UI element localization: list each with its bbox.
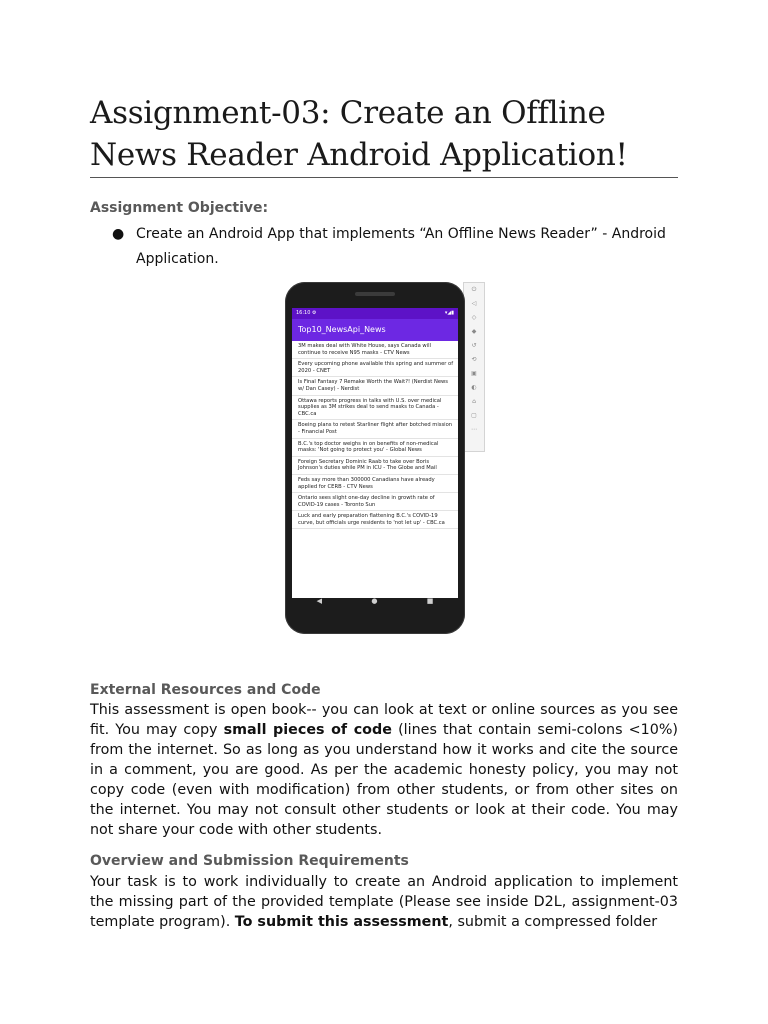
document-title: Assignment-03: Create an Offline News Reader Android Application! [90,95,628,173]
phone-speaker [355,292,395,296]
overview-icon: ▢ [471,412,477,419]
screenshot-icon: ▣ [471,370,477,377]
app-title-bar: Top10_NewsApi_News [292,319,458,341]
rotate-right-icon: ◆ [471,328,477,335]
external-resources-heading: External Resources and Code [90,682,321,698]
news-list-item: Is Final Fantasy 7 Remake Worth the Wait?! (Nerdist News w/ Dan Casey) - Nerdist [292,377,458,395]
undo-icon: ⟲ [471,356,477,363]
objective-bullet [112,222,672,272]
rotate-left-icon: ◇ [471,314,477,321]
objective-bullet-text: Create an Android App that implements “An Offline News Reader” - Android Application. [136,226,666,267]
news-list-item: Boeing plans to retest Starliner flight after botched mission - Financial Post [292,420,458,438]
phone-nav-bar [292,592,458,610]
phone-status-bar [292,308,458,319]
news-list-item: Luck and early preparation flattening B.C.'s COVID-19 curve, but officials urge residents to 'not let up' - CBC.ca [292,511,458,529]
news-list-item: B.C.'s top doctor weighs in on benefits of non-medical masks: 'Not going to protect you' - Global News [292,439,458,457]
refresh-icon: ↺ [471,342,477,349]
paragraph-text: , submit a compressed folder [448,914,658,930]
home-icon: ⌂ [472,398,476,405]
objective-heading: Assignment Objective: [90,200,269,216]
phone-screen [292,308,458,598]
news-list-item: Foreign Secretary Dominic Raab to take over Boris Johnson's duties while PM in ICU - The Globe and Mail [292,457,458,475]
power-icon: ⏻ [471,286,477,293]
news-list-item: Ottawa reports progress in talks with U.S. over medical supplies as 3M strikes deal to send masks to Canada - CBC.ca [292,396,458,421]
phone-mockup [285,282,465,634]
status-time: 16:10 [296,310,311,316]
paragraph-text: (lines that contain semi-colons <10%) from the internet. So as long as you understand how it works and cite the source in a comment, you are good. As per the academic honesty policy, you may not copy code (even with modification) from other students, or from other sites on the internet. You may not consult other students or look at their code. You may not share your code with other students. [90,722,678,838]
back-icon: ◀ [316,597,323,605]
recents-icon: ■ [426,597,434,605]
volume-icon: ◁ [471,300,477,307]
settings-icon: ⚙ [312,310,317,316]
news-list-item: 3M makes deal with White House, says Canada will continue to receive N95 masks - CTV News [292,341,458,359]
overview-paragraph [90,872,678,932]
bullet-icon: ● [112,226,125,242]
news-list-item: Feds say more than 300000 Canadians have already applied for CERB - CTV News [292,475,458,493]
news-list-item: Ontario sees slight one-day decline in growth rate of COVID-19 cases - Toronto Sun [292,493,458,511]
zoom-icon: ◐ [471,384,477,391]
external-resources-paragraph [90,700,678,840]
home-button-icon: ● [371,597,378,605]
title-divider [90,177,678,178]
overview-heading: Overview and Submission Requirements [90,853,409,869]
signal-battery-icon: ▾◢▮ [444,310,454,316]
paragraph-text: Your task is to work individually to create an Android application to implement the missing part of the provided template (Please see inside D2L, assignment-03 template program). [90,874,678,930]
news-list-item: Every upcoming phone available this spring and summer of 2020 - CNET [292,359,458,377]
emulator-side-toolbar [463,282,485,452]
paragraph-text: This assessment is open book-- you can look at text or online sources as you see fit. You may copy [90,702,678,738]
paragraph-bold-text: small pieces of code [223,722,392,738]
paragraph-bold-text: To submit this assessment [234,914,449,930]
more-icon: ⋯ [471,426,477,433]
